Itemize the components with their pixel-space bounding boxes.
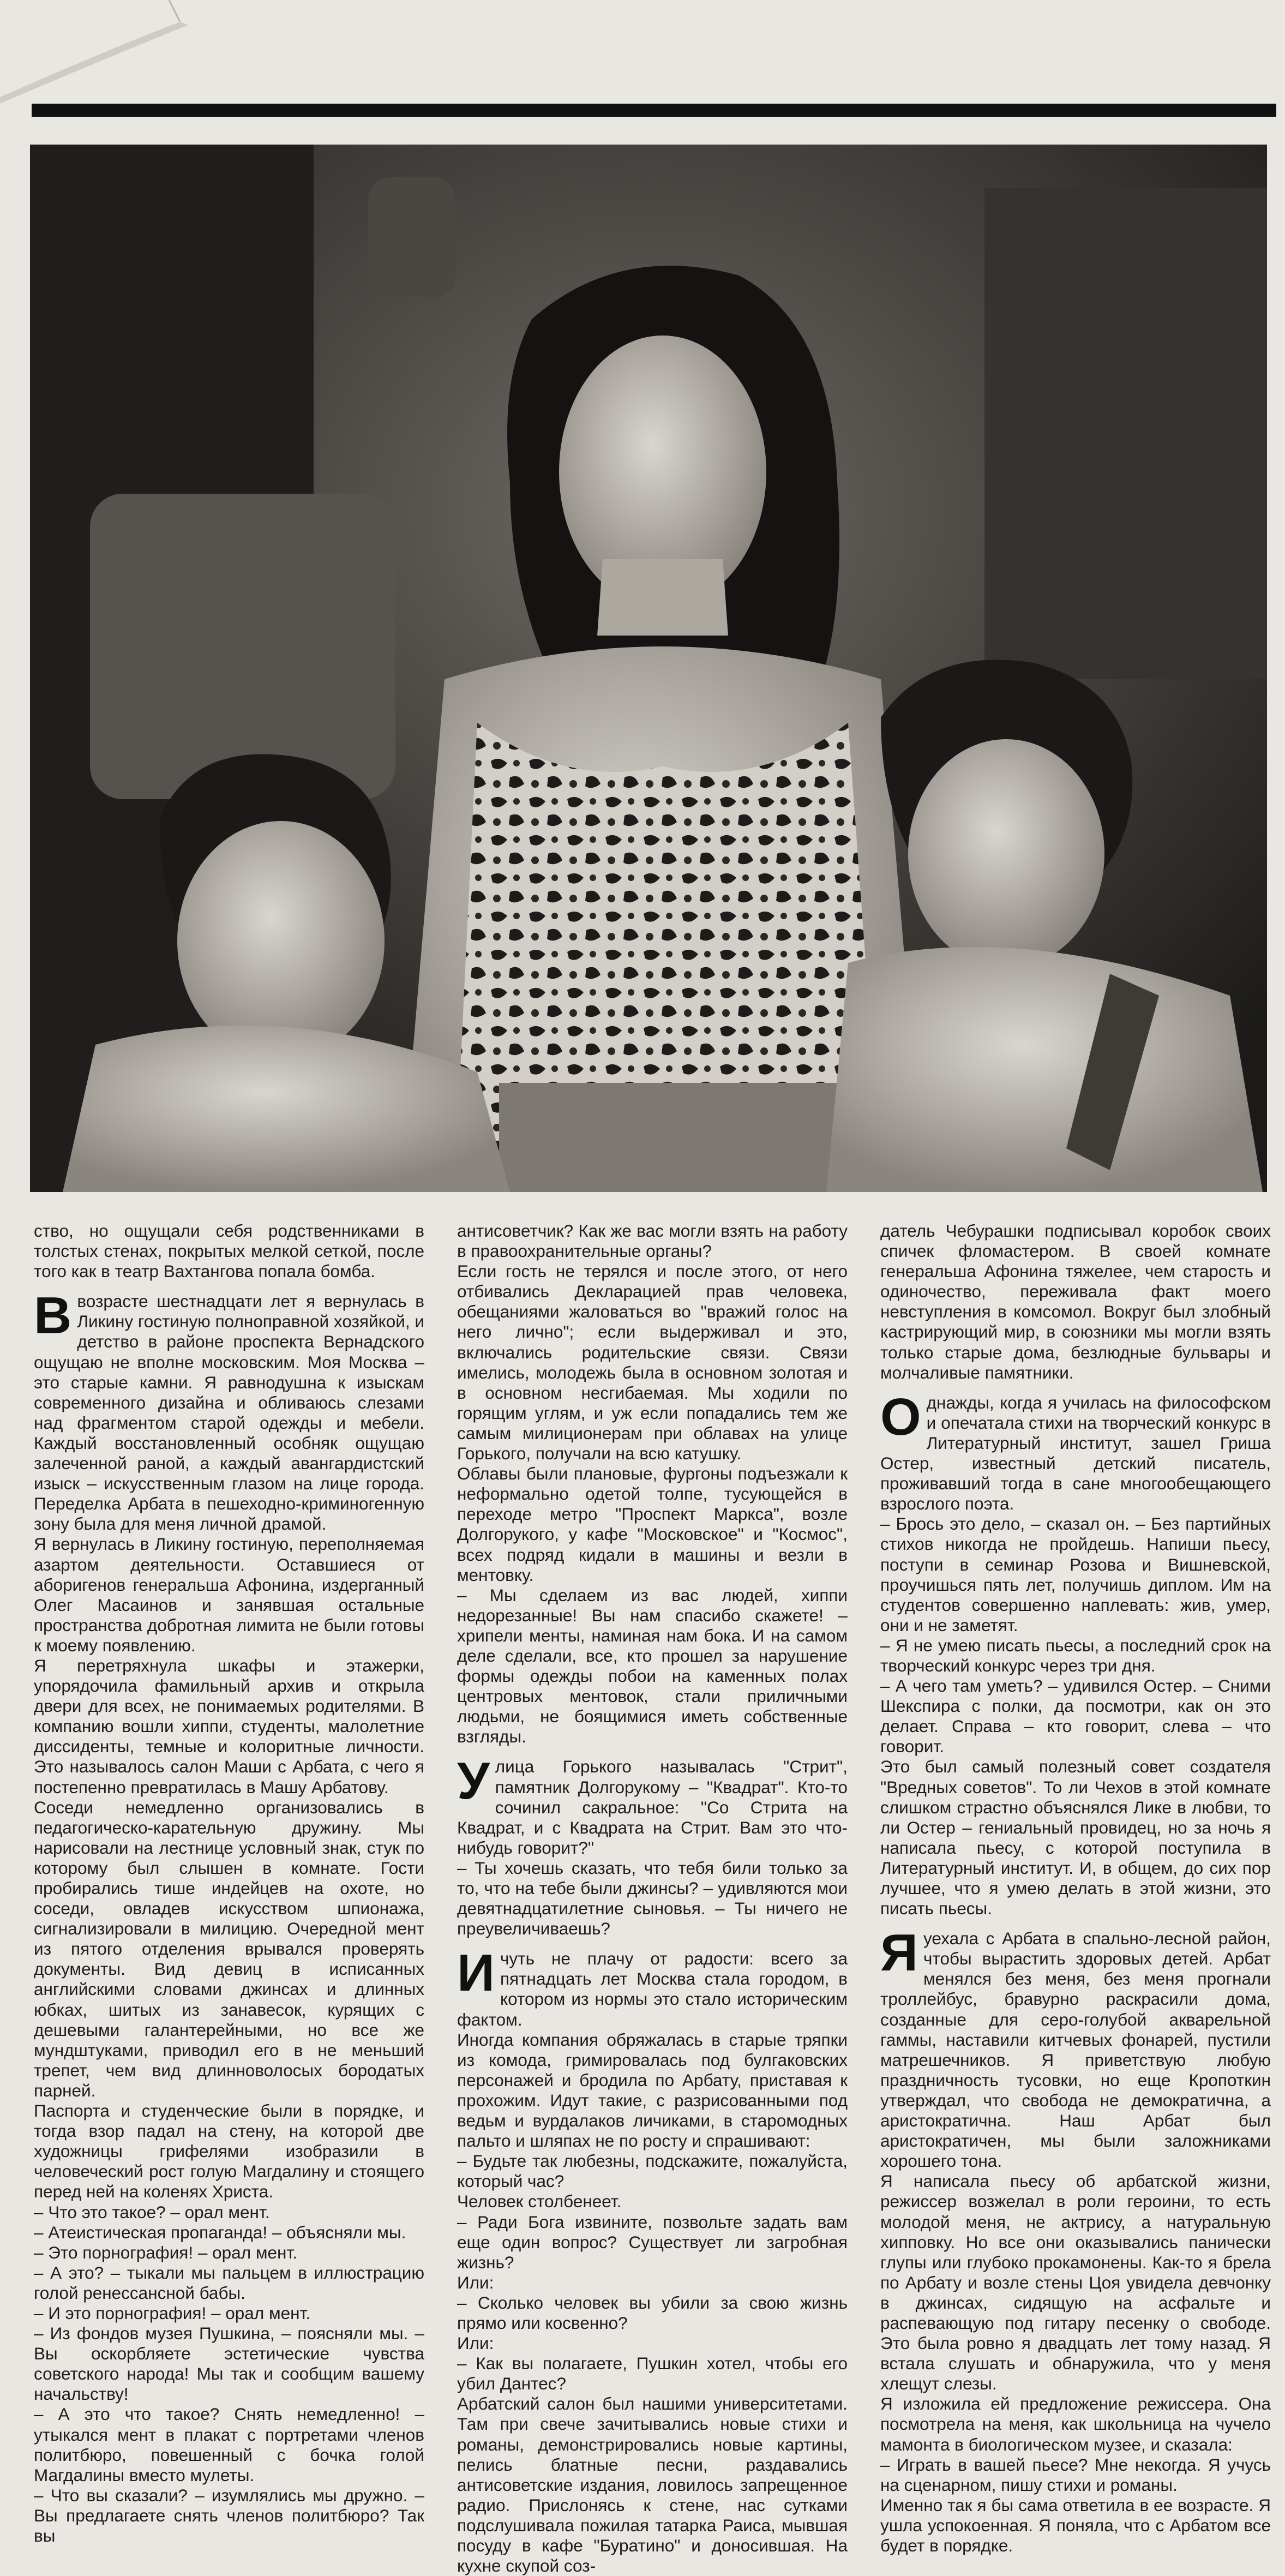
paragraph-text: уехала с Арбата в спально-лесной район, чтобы вырастить здоровых детей. Арбат менялся без меня, без меня прогнали троллейбус, бравурно раскрасили дома, созданные для серо-голубой акварельной гаммы, наставили китчевых фонарей, пустили матрешечников. Я приветствую любую праздничность тусовки, но еще Кропоткин утверждал, что свобода не демократична, а аристократична. Наш Арбат был аристократичен, мы были заложниками хорошего тона. [880, 1928, 1271, 2171]
dialogue-line: – Из фондов музея Пушкина, – поясняли мы. – Вы оскорбляете эстетические чувства советского народа! Мы так и сообщим вашему начальству! [34, 2323, 424, 2404]
paragraph: Соседи немедленно организовались в педагогическо-карательную дружину. Мы нарисовали на лестнице условный знак, стук по которому был слышен в комнате. Гости пробирались тише индейцев на охоте, но соседи, овладев искусством шпионажа, сигнализировали в милицию. Очередной мент из пятого отделения врывался проверять документы. Вид девиц в исписанных английскими словами джинсах и длинных юбках, шитых из занавесок, курящих с дешевыми галантерейными, но все же мундштуками, приводил его в не меньший трепет, чем вид длинноволосых бородатых парней. [34, 1797, 424, 2100]
drop-cap: В [34, 1286, 72, 1345]
drop-cap: У [457, 1752, 490, 1811]
dialogue-line: – Что вы сказали? – изумлялись мы дружно. – Вы предлагаете снять членов политбюро? Так вы [34, 2485, 424, 2545]
dialogue-line: – Атеистическая пропаганда! – объясняли мы. [34, 2222, 406, 2242]
paragraph: Облавы были плановые, фургоны подъезжали к неформально одетой толпе, тусующейся в переходе метро "Проспект Маркса", возле Долгорукого, у кафе "Московское" и "Космос", всех подряд кидали в машины и везли в ментовку. [457, 1464, 848, 1585]
photo-icon [30, 145, 1267, 1192]
dialogue-line: – Ради Бога извините, позвольте задать вам еще один вопрос? Существует ли загробная жизнь? [457, 2212, 848, 2272]
paragraph: Или: [457, 2333, 494, 2353]
dialogue-line: – А чего там уметь? – удивился Остер. – Сними Шекспира с полки, да посмотри, как он это делает. Справа – кто говорит, слева – что говорит. [880, 1676, 1271, 1757]
dialogue-line: – Сколько человек вы убили за свою жизнь прямо или косвенно? [457, 2292, 848, 2333]
paragraph-text: лица Горького называлась "Стрит", памятник Долгорукому – "Квадрат". Кто-то сочинил сакральное: "Со Стрита на Квадрат, и с Квадрата на Стрит. Вам это что-нибудь говорит?" [457, 1757, 848, 1858]
paragraph-text: чуть не плачу от радости: всего за пятнадцать лет Москва стала городом, в котором из нормы это стало историческим фактом. [457, 1949, 848, 2029]
dialogue-line: – Как вы полагаете, Пушкин хотел, чтобы его убил Дантес? [457, 2353, 848, 2394]
paragraph [880, 1387, 1271, 1514]
paragraph: Я перетряхнула шкафы и этажерки, упорядочила фамильный архив и открыла двери для всех, не понимаемых родителями. В компанию вошли хиппи, студенты, малолетние диссиденты, темные и колоритные личности. Это называлось салон Маши с Арбата, с чего я постепенно превратилась в Машу Арбатову. [34, 1655, 424, 1797]
paragraph: Человек столбенеет. [457, 2191, 622, 2212]
paragraph: – Мы сделаем из вас людей, хиппи недорезанные! Вы нам спасибо скажете! – хрипели менты, наминая нам бока. И на самом деле сделали, все, кто прошел за нарушение формы одежды побои на каменных полах центровых ментовок, стали приличными людьми, не боящимися иметь собственные взгляды. [457, 1585, 848, 1747]
drop-cap: Я [880, 1924, 918, 1982]
paragraph-text: возрасте шестнадцати лет я вернулась в Ликину гостиную полноправной хозяйкой, и детство в районе проспекта Вернадского ощущаю не вполне московским. Моя Москва – это старые камни. Я равнодушна к изыскам современного дизайна и обливаюсь слезами над фрагментом старой одежды и мебели. Каждый восстановленный особняк ощущаю залеченной раной, а каждый авангардистский изыск – искусственным глазом на лице города. Переделка Арбата в пешеходно-криминогенную зону была для меня личной драмой. [34, 1291, 424, 1534]
paragraph: антисоветчик? Как же вас могли взять на работу в правоохранительные органы? [457, 1221, 848, 1261]
dialogue-line: – И это порнография! – орал мент. [34, 2303, 311, 2323]
paragraph [457, 1944, 848, 2029]
paragraph: Если гость не терялся и после этого, от него отбивались Декларацией прав человека, обещаниями жаловаться во "вражий голос на него лично"; если выдерживал и это, включались родительские связи. Связи имелись, молодежь была в основном золотая и в основном несгибаемая. Мы ходили по горящим углям, и уж если попадались тем же самым милиционерам при облавах на улице Горького, получали на всю катушку. [457, 1261, 848, 1464]
paragraph: Именно так я бы сама ответила в ее возрасте. Я ушла успокоенная. Я поняла, что с Арбатом все будет в порядке. [880, 2495, 1271, 2555]
paragraph: Паспорта и студенческие были в порядке, и тогда взор падал на стену, на которой две художницы грифелями изобразили в человеческий рост голую Магдалину и стоящего перед ней на коленях Христа. [34, 2101, 424, 2202]
paragraph: Это был самый полезный совет создателя "Вредных советов". То ли Чехов в этой комнате слишком страстно объяснялся Лике в любви, то ли Остер – гениальный провидец, но за ночь я написала пьесу, с которой поступила в Литературный институт. И, в общем, до сих пор лучшее, что я умею делать в этой жизни, это писать пьесы. [880, 1757, 1271, 1919]
paragraph [880, 1924, 1271, 2171]
drop-cap: И [457, 1944, 495, 2003]
article-body [34, 1221, 1271, 2576]
paragraph: Иногда компания обряжалась в старые тряпки из комода, гримировалась под булгаковских персонажей и бродила по Арбату, приставая к прохожим. Идут такие, с разрисованными под ведьм и вурдалаков личиками, в старомодных пальто и шляпах не по росту и спрашивают: [457, 2029, 848, 2151]
paragraph: Я изложила ей предложение режиссера. Она посмотрела на меня, как школьница на чучело мамонта в биологическом музее, и сказала: [880, 2394, 1271, 2454]
dialogue-line: – Брось это дело, – сказал он. – Без партийных стихов никогда не пройдешь. Напиши пьесу, поступи в семинар Розова и Вишневской, проучишься пять лет, получишь диплом. Им на студентов совершенно наплевать: жив, умер, они и не заметят. [880, 1514, 1271, 1635]
paragraph: ство, но ощущали себя родственниками в толстых стенах, покрытых мелкой сеткой, после того как в театр Вахтангова попала бомба. [34, 1221, 424, 1281]
article-column-2 [457, 1221, 848, 2576]
paragraph: датель Чебурашки подписывал коробок своих спичек фломастером. В своей комнате генеральша Афонина тяжелее, чем старость и одиночество, переживала факт моего невступления в комсомол. Вокруг был злобный кастрирующий мир, в союзники мы могли взять только старые дома, безлюдные бульвары и молчаливые памятники. [880, 1221, 1271, 1382]
paragraph: Арбатский салон был нашими университетами. Там при свече зачитывались новые стихи и романы, демонстрировались новые картины, пелись блатные песни, раздавались антисоветские издания, ловилось запрещенное радио. Прислонясь к стене, нас сутками подслушивала пожилая татарка Раиса, мывшая посуду в кафе "Буратино" и доносившая. На кухне скупой соз- [457, 2394, 848, 2576]
paragraph: – Ты хочешь сказать, что тебя били только за то, что на тебе были джинсы? – удивляются мои девятнадцатилетние сыновья. – Ты ничего не преувеличиваешь? [457, 1858, 848, 1939]
paragraph: Я вернулась в Ликину гостиную, переполняемая азартом деятельности. Оставшиеся от аборигенов генеральша Афонина, издерганный Олег Масаинов и занявшая остальные пространства добротная лимита не были готовы к моему появлению. [34, 1534, 424, 1655]
paragraph: Я написала пьесу об арбатской жизни, режиссер возжелал в роли героини, то есть молодой меня, не актрису, а натуральную хипповку. Но все они оказывались панически глупы или глубоко прокамонены. Как-то я брела по Арбату и возле стены Цоя увидела девчонку в джинсах, сидящую на асфальте и распевающую под гитару песенку о свободе. Это была ровно я двадцать лет тому назад. Я встала слушать и обнаружила, что у меня хлещут слезы. [880, 2171, 1271, 2394]
family-photo [30, 145, 1267, 1192]
paragraph-text: днажды, когда я училась на философском и опечатала стихи на творческий конкурс в Литературный институт, зашел Гриша Остер, известный детский писатель, проживавший тогда в сане многообещающего взрослого поэта. [880, 1392, 1271, 1514]
dialogue-line: – Будьте так любезны, подскажите, пожалуйста, который час? [457, 2151, 848, 2191]
dialogue-line: – А это? – тыкали мы пальцем в иллюстрацию голой ренессансной бабы. [34, 2262, 424, 2303]
dialogue-line: – Что это такое? – орал мент. [34, 2202, 270, 2222]
dialogue-line: – Играть в вашей пьесе? Мне некогда. Я учусь на сценарном, пишу стихи и романы. [880, 2454, 1271, 2495]
drop-cap: О [880, 1387, 921, 1446]
article-column-3 [880, 1221, 1271, 2555]
paragraph [34, 1286, 424, 1534]
article-column-1 [34, 1221, 424, 2545]
dialogue-line: – Это порнография! – орал мент. [34, 2242, 298, 2262]
dialogue-line: – А это что такое? Снять немедленно! – утыкался мент в плакат с портретами членов политбюро, повешенный с бочка голой Магдалины вместо мулеты. [34, 2404, 424, 2485]
paragraph [457, 1752, 848, 1858]
paragraph: Или: [457, 2272, 494, 2292]
dialogue-line: – Я не умею писать пьесы, а последний срок на творческий конкурс через три дня. [880, 1635, 1271, 1675]
top-rule [32, 104, 1276, 117]
